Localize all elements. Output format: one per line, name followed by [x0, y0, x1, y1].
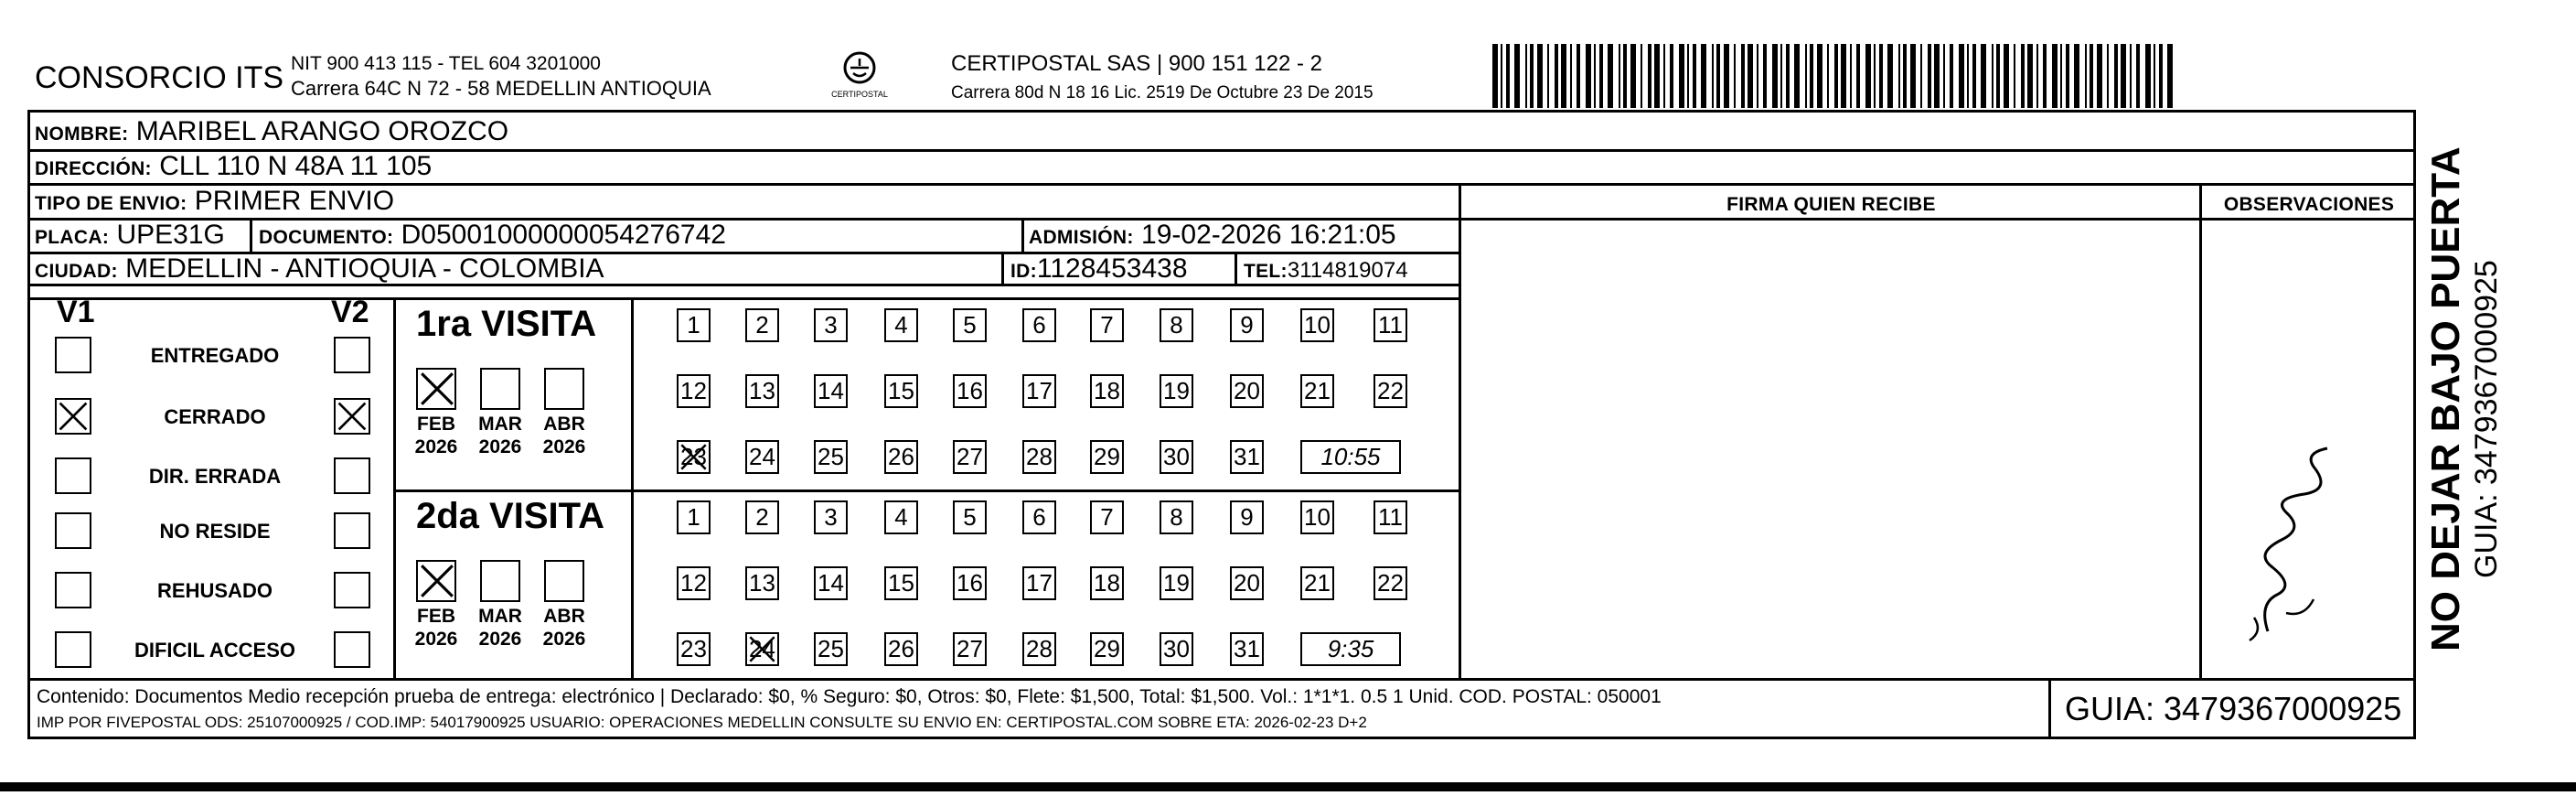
- day-box[interactable]: 29: [1090, 440, 1124, 474]
- day-box[interactable]: 19: [1160, 374, 1193, 408]
- day-box[interactable]: 7: [1090, 308, 1124, 342]
- barcode-bar: [1920, 44, 1922, 108]
- admision-cell: [1029, 220, 1396, 253]
- tel-value: 3114819074: [1287, 258, 1408, 283]
- barcode-bar: [1648, 44, 1651, 108]
- barcode-bar: [1786, 44, 1790, 108]
- barcode-bar: [1757, 44, 1758, 108]
- day-box[interactable]: 28: [1022, 440, 1056, 474]
- barcode-bar: [2114, 44, 2118, 108]
- day-box[interactable]: 27: [953, 440, 987, 474]
- barcode-bar: [2060, 44, 2062, 108]
- barcode-bar: [1570, 44, 1572, 108]
- documento-cell: [259, 220, 726, 253]
- barcode-bar: [2014, 44, 2015, 108]
- day-box[interactable]: 2: [745, 500, 779, 534]
- barcode-bar: [1874, 44, 1876, 108]
- id-label: ID:: [1010, 261, 1037, 282]
- bottom-bar: [0, 782, 2576, 791]
- v1-checkbox[interactable]: [55, 512, 91, 549]
- day-box[interactable]: 10: [1300, 308, 1334, 342]
- barcode-bar: [1879, 44, 1883, 108]
- day-box[interactable]: 30: [1160, 632, 1193, 666]
- day-box[interactable]: 17: [1022, 566, 1056, 600]
- barcode-bar: [1934, 44, 1940, 108]
- visit-title: 2da VISITA: [416, 496, 604, 536]
- time-note: 10:55: [1300, 440, 1401, 474]
- barcode-bar: [1679, 44, 1684, 108]
- barcode-bar: [1506, 44, 1510, 108]
- barcode-bar: [2121, 44, 2126, 108]
- day-box[interactable]: 20: [1230, 374, 1264, 408]
- barcode-bar: [1817, 44, 1822, 108]
- barcode-bar: [1724, 44, 1729, 108]
- day-box[interactable]: 5: [953, 500, 987, 534]
- documento-value: D05001000000054276742: [401, 220, 726, 250]
- barcode-bar: [2052, 44, 2058, 108]
- company-address: Carrera 64C N 72 - 58 MEDELLIN ANTIOQUIA: [291, 77, 711, 100]
- month-checkbox[interactable]: [544, 368, 584, 410]
- carrier-address: Carrera 80d N 18 16 Lic. 2519 De Octubre 23 De 2015: [951, 83, 1374, 102]
- check-mark-icon: [418, 370, 456, 408]
- day-box[interactable]: 7: [1090, 500, 1124, 534]
- barcode-bar: [1701, 44, 1706, 108]
- barcode-bar: [1555, 44, 1558, 108]
- barcode-bar: [2136, 44, 2140, 108]
- day-box[interactable]: 27: [953, 632, 987, 666]
- barcode-bar: [1687, 44, 1689, 108]
- month-year: 2026: [478, 436, 522, 457]
- day-box[interactable]: 17: [1022, 374, 1056, 408]
- company-name: CONSORCIO ITS: [35, 60, 284, 95]
- day-box[interactable]: 9: [1230, 308, 1264, 342]
- month-name: FEB: [417, 606, 455, 627]
- barcode-bar: [1772, 44, 1778, 108]
- v1-header: V1: [57, 295, 95, 329]
- barcode-bar: [1898, 44, 1900, 108]
- day-box[interactable]: 21: [1300, 374, 1334, 408]
- day-box[interactable]: 12: [677, 374, 711, 408]
- footer-imp: IMP POR FIVEPOSTAL ODS: 25107000925 / COD.IMP: 54017900925 USUARIO: OPERACIONES MEDELLIN CONSULTE SU ENVIO EN: CERTIPOSTAL.COM SOBRE ETA: 2026-02-23 D+2: [37, 714, 1367, 731]
- day-box[interactable]: 6: [1022, 308, 1056, 342]
- direccion-row: [35, 151, 432, 185]
- v2-checkbox[interactable]: [334, 572, 370, 608]
- barcode-bar: [1530, 44, 1534, 108]
- day-box[interactable]: 23: [677, 440, 711, 474]
- check-mark-icon: [336, 400, 369, 433]
- barcode-bar: [1834, 44, 1838, 108]
- month-checkbox[interactable]: [416, 368, 456, 410]
- status-label: DIFICIL ACCESO: [134, 639, 295, 662]
- visit-title: 1ra VISITA: [416, 304, 597, 344]
- day-box[interactable]: 1: [677, 500, 711, 534]
- month-checkbox[interactable]: [480, 560, 520, 602]
- barcode-bar: [1599, 44, 1603, 108]
- barcode-bar: [1654, 44, 1660, 108]
- ciudad-value: MEDELLIN - ANTIOQUIA - COLOMBIA: [125, 253, 604, 284]
- v2-checkbox[interactable]: [334, 512, 370, 549]
- month-year: 2026: [414, 436, 458, 457]
- barcode-bar: [1996, 44, 2000, 108]
- barcode-bar: [1547, 44, 1549, 108]
- barcode-bar: [1903, 44, 1907, 108]
- barcode-bar: [2090, 44, 2093, 108]
- barcode: [1492, 44, 2178, 108]
- month-name: MAR: [478, 606, 522, 627]
- barcode-bar: [1972, 44, 1976, 108]
- barcode-bar: [1623, 44, 1627, 108]
- placa-cell: [35, 220, 225, 253]
- month-checkbox[interactable]: [544, 560, 584, 602]
- tel-label: TEL:: [1244, 261, 1288, 282]
- day-box[interactable]: 29: [1090, 632, 1124, 666]
- nombre-row: [35, 116, 508, 150]
- v2-checkbox[interactable]: [334, 337, 370, 373]
- v1-checkbox[interactable]: [55, 457, 91, 494]
- day-box[interactable]: 11: [1374, 500, 1407, 534]
- day-box[interactable]: 30: [1160, 440, 1193, 474]
- id-cell: [1010, 253, 1188, 287]
- barcode-bar: [1492, 44, 1498, 108]
- barcode-bar: [1794, 44, 1800, 108]
- status-label: CERRADO: [164, 405, 266, 428]
- barcode-bar: [1780, 44, 1782, 108]
- day-box[interactable]: 24: [745, 440, 779, 474]
- barcode-bar: [2107, 44, 2109, 108]
- day-box[interactable]: 13: [745, 566, 779, 600]
- direccion-value: CLL 110 N 48A 11 105: [159, 151, 433, 181]
- day-box[interactable]: 1: [677, 308, 711, 342]
- day-box[interactable]: 20: [1230, 566, 1264, 600]
- check-mark-icon: [747, 634, 777, 664]
- barcode-bar: [2004, 44, 2009, 108]
- barcode-bar: [1501, 44, 1502, 108]
- month-year: 2026: [478, 629, 522, 650]
- day-box[interactable]: 12: [677, 566, 711, 600]
- v2-checkbox[interactable]: [334, 457, 370, 494]
- barcode-bar: [1950, 44, 1953, 108]
- day-box[interactable]: 22: [1374, 374, 1407, 408]
- barcode-bar: [1577, 44, 1580, 108]
- day-box[interactable]: 3: [814, 308, 848, 342]
- day-box[interactable]: 18: [1090, 566, 1124, 600]
- barcode-bar: [1630, 44, 1636, 108]
- day-box[interactable]: 9: [1230, 500, 1264, 534]
- day-box[interactable]: 21: [1300, 566, 1334, 600]
- v2-checkbox[interactable]: [334, 631, 370, 668]
- barcode-bar: [1514, 44, 1520, 108]
- barcode-bar: [1641, 44, 1642, 108]
- day-box[interactable]: 26: [884, 440, 918, 474]
- admision-label: ADMISIÓN:: [1029, 227, 1134, 248]
- barcode-bar: [1967, 44, 1969, 108]
- v2-header: V2: [331, 295, 369, 329]
- month-name: ABR: [543, 414, 585, 435]
- day-box[interactable]: 5: [953, 308, 987, 342]
- tipo-row: [35, 186, 394, 220]
- barcode-bar: [1763, 44, 1767, 108]
- barcode-bar: [1586, 44, 1591, 108]
- month-checkbox[interactable]: [480, 368, 520, 410]
- barcode-bar: [1716, 44, 1720, 108]
- barcode-bar: [1827, 44, 1829, 108]
- nombre-value: MARIBEL ARANGO OROZCO: [135, 116, 509, 146]
- day-box[interactable]: 16: [953, 374, 987, 408]
- day-box[interactable]: 8: [1160, 308, 1193, 342]
- documento-label: DOCUMENTO:: [259, 227, 394, 248]
- day-box[interactable]: 23: [677, 632, 711, 666]
- day-box[interactable]: 16: [953, 566, 987, 600]
- day-box[interactable]: 11: [1374, 308, 1407, 342]
- firma-header: FIRMA QUIEN RECIBE: [1726, 194, 1936, 215]
- id-value: 1128453438: [1036, 253, 1188, 284]
- day-box[interactable]: 31: [1230, 632, 1264, 666]
- check-mark-icon: [57, 400, 90, 433]
- day-box[interactable]: 22: [1374, 566, 1407, 600]
- recipient-signature: [2231, 430, 2341, 650]
- barcode-bar: [2043, 44, 2047, 108]
- day-box[interactable]: 15: [884, 374, 918, 408]
- day-box[interactable]: 4: [884, 308, 918, 342]
- day-box[interactable]: 14: [814, 374, 848, 408]
- barcode-bar: [2154, 44, 2155, 108]
- day-box[interactable]: 26: [884, 632, 918, 666]
- check-mark-icon: [418, 562, 456, 600]
- day-box[interactable]: 6: [1022, 500, 1056, 534]
- barcode-bar: [1856, 44, 1860, 108]
- check-mark-icon: [679, 442, 709, 472]
- barcode-bar: [1608, 44, 1613, 108]
- barcode-bar: [2066, 44, 2069, 108]
- status-label: ENTREGADO: [150, 344, 280, 367]
- day-box[interactable]: 14: [814, 566, 848, 600]
- day-box[interactable]: 10: [1300, 500, 1334, 534]
- barcode-bar: [2036, 44, 2038, 108]
- certipostal-logo: [828, 48, 892, 102]
- barcode-bar: [1525, 44, 1527, 108]
- carrier-name: CERTIPOSTAL SAS | 900 151 122 - 2: [951, 51, 1322, 76]
- barcode-bar: [1663, 44, 1665, 108]
- barcode-bar: [2145, 44, 2151, 108]
- barcode-bar: [2021, 44, 2025, 108]
- nombre-label: NOMBRE:: [35, 124, 129, 145]
- barcode-bar: [1928, 44, 1931, 108]
- placa-value: UPE31G: [116, 220, 225, 250]
- day-box[interactable]: 8: [1160, 500, 1193, 534]
- side-guia: GUIA: 3479367000925: [2469, 260, 2504, 578]
- ciudad-label: CIUDAD:: [35, 261, 118, 282]
- logo-text: CERTIPOSTAL: [831, 90, 888, 99]
- day-box[interactable]: 2: [745, 308, 779, 342]
- footer-content: Contenido: Documentos Medio recepción prueba de entrega: electrónico | Declarado: $0, % Seguro: $0, Otros: $0, Flete: $1,500, Total: $1,500. Vol.: 1*1*1. 0.5 1 Unid. COD. POSTAL: 050001: [37, 686, 1662, 707]
- v1-checkbox[interactable]: [55, 398, 91, 435]
- day-box[interactable]: 25: [814, 632, 848, 666]
- status-label: NO RESIDE: [159, 520, 271, 543]
- barcode-bar: [2097, 44, 2102, 108]
- observaciones-header: OBSERVACIONES: [2223, 194, 2395, 215]
- month-name: MAR: [478, 414, 522, 435]
- barcode-bar: [1992, 44, 1993, 108]
- day-box[interactable]: 13: [745, 374, 779, 408]
- barcode-bar: [2074, 44, 2079, 108]
- day-box[interactable]: 3: [814, 500, 848, 534]
- admision-value: 19-02-2026 16:21:05: [1141, 220, 1396, 250]
- barcode-bar: [1712, 44, 1714, 108]
- barcode-bar: [1943, 44, 1945, 108]
- tipo-value: PRIMER ENVIO: [194, 186, 395, 216]
- month-year: 2026: [414, 629, 458, 650]
- barcode-bar: [1805, 44, 1807, 108]
- barcode-bar: [1670, 44, 1673, 108]
- barcode-bar: [1693, 44, 1696, 108]
- barcode-bar: [1850, 44, 1852, 108]
- month-checkbox[interactable]: [416, 560, 456, 602]
- status-label: DIR. ERRADA: [148, 465, 282, 488]
- barcode-bar: [1561, 44, 1566, 108]
- status-label: REHUSADO: [157, 579, 273, 602]
- v1-checkbox[interactable]: [55, 631, 91, 668]
- month-year: 2026: [542, 629, 586, 650]
- day-box[interactable]: 19: [1160, 566, 1193, 600]
- footer-guia: GUIA: 3479367000925: [2065, 690, 2402, 727]
- barcode-bar: [1619, 44, 1620, 108]
- barcode-bar: [1810, 44, 1813, 108]
- month-name: FEB: [417, 414, 455, 435]
- barcode-bar: [1741, 44, 1745, 108]
- barcode-bar: [2159, 44, 2163, 108]
- day-box[interactable]: 24: [745, 632, 779, 666]
- tipo-label: TIPO DE ENVIO:: [35, 193, 187, 214]
- month-year: 2026: [542, 436, 586, 457]
- v1-checkbox[interactable]: [55, 337, 91, 373]
- barcode-bar: [1865, 44, 1871, 108]
- barcode-bar: [1537, 44, 1543, 108]
- tel-cell: [1244, 255, 1408, 287]
- day-box[interactable]: 18: [1090, 374, 1124, 408]
- day-box[interactable]: 28: [1022, 632, 1056, 666]
- month-name: ABR: [543, 606, 585, 627]
- barcode-bar: [1981, 44, 1986, 108]
- barcode-bar: [1959, 44, 1964, 108]
- day-box[interactable]: 15: [884, 566, 918, 600]
- v1-checkbox[interactable]: [55, 572, 91, 608]
- barcode-bar: [1841, 44, 1846, 108]
- ciudad-cell: [35, 253, 604, 287]
- barcode-bar: [2167, 44, 2173, 108]
- side-warning: NO DEJAR BAJO PUERTA: [2423, 146, 2468, 651]
- day-box[interactable]: 4: [884, 500, 918, 534]
- barcode-bar: [2027, 44, 2033, 108]
- v2-checkbox[interactable]: [334, 398, 370, 435]
- barcode-bar: [1734, 44, 1736, 108]
- day-box[interactable]: 31: [1230, 440, 1264, 474]
- placa-label: PLACA:: [35, 227, 110, 248]
- time-note: 9:35: [1300, 632, 1401, 666]
- barcode-bar: [1887, 44, 1893, 108]
- barcode-bar: [2085, 44, 2087, 108]
- day-box[interactable]: 25: [814, 440, 848, 474]
- barcode-bar: [1594, 44, 1596, 108]
- direccion-label: DIRECCIÓN:: [35, 158, 152, 179]
- barcode-bar: [1910, 44, 1916, 108]
- barcode-bar: [1748, 44, 1753, 108]
- barcode-bar: [2130, 44, 2132, 108]
- company-nit-tel: NIT 900 413 115 - TEL 604 3201000: [291, 53, 601, 74]
